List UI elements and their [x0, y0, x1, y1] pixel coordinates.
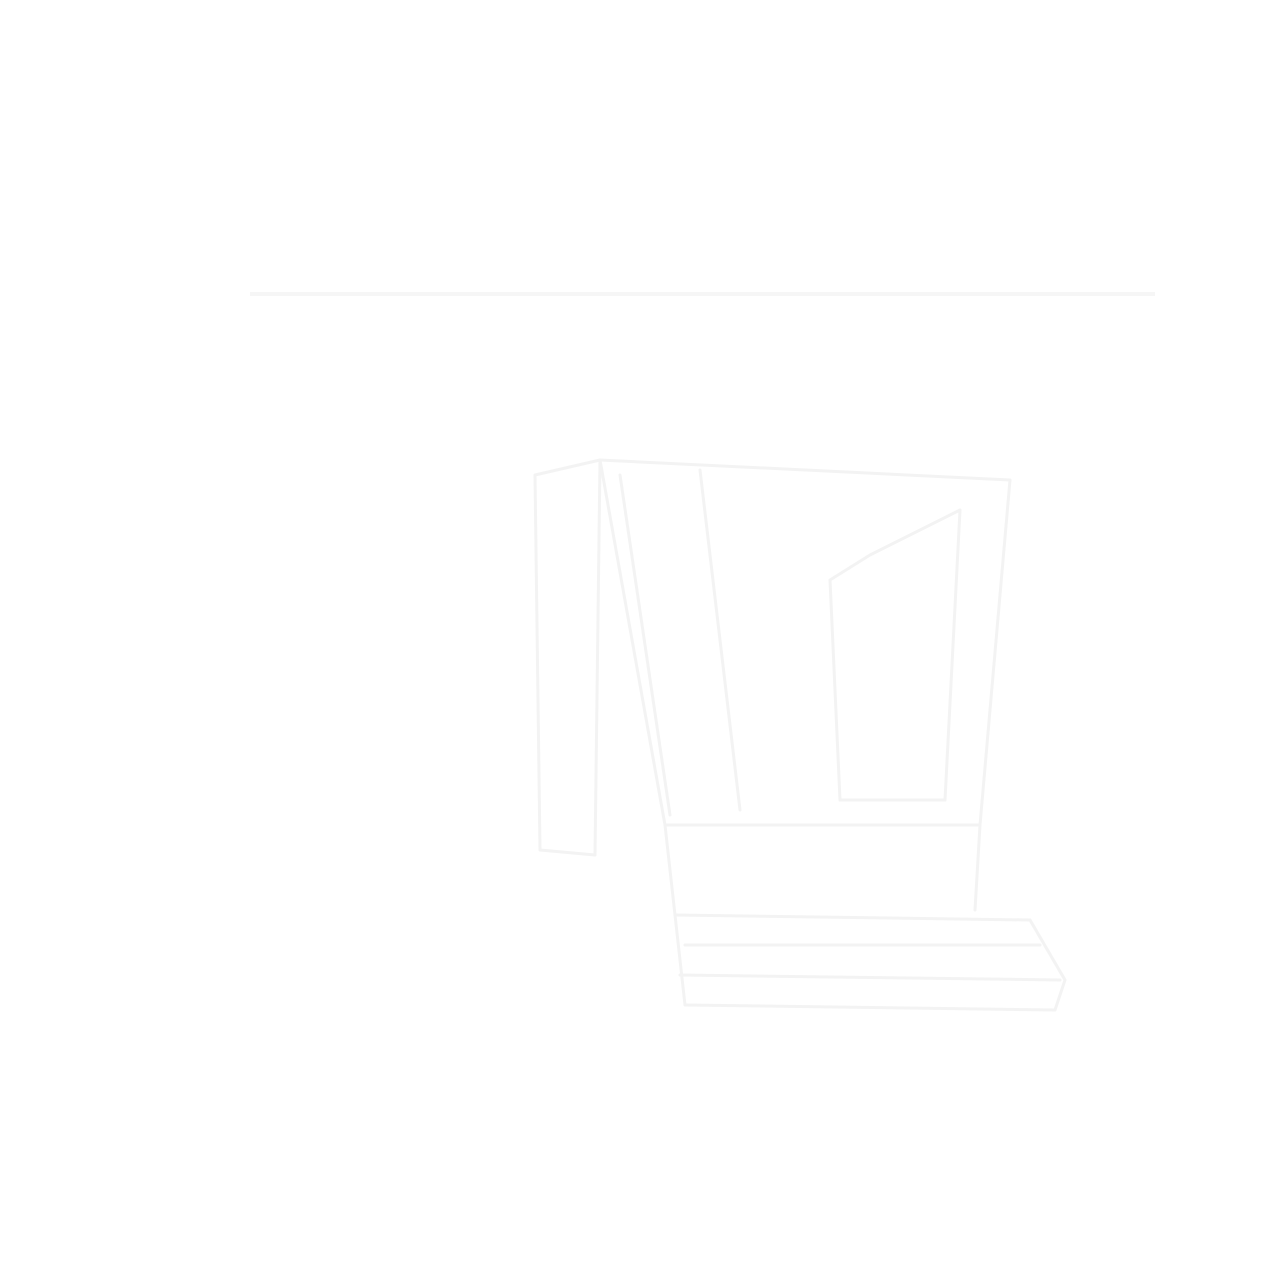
- heading-divider: [250, 292, 1155, 296]
- base-bottom: [685, 1005, 1055, 1010]
- computer-icon: [520, 440, 1080, 1040]
- screen-panel-line: [620, 475, 670, 815]
- stand-neck: [665, 825, 675, 915]
- stand-neck: [975, 825, 980, 910]
- base-top: [675, 915, 1030, 920]
- screen-inner: [830, 510, 960, 800]
- screen-back-panel: [535, 460, 600, 855]
- screen-panel-line: [700, 470, 740, 810]
- base-side: [1030, 920, 1065, 1010]
- base-lower: [680, 975, 1060, 980]
- base-side: [675, 915, 685, 1005]
